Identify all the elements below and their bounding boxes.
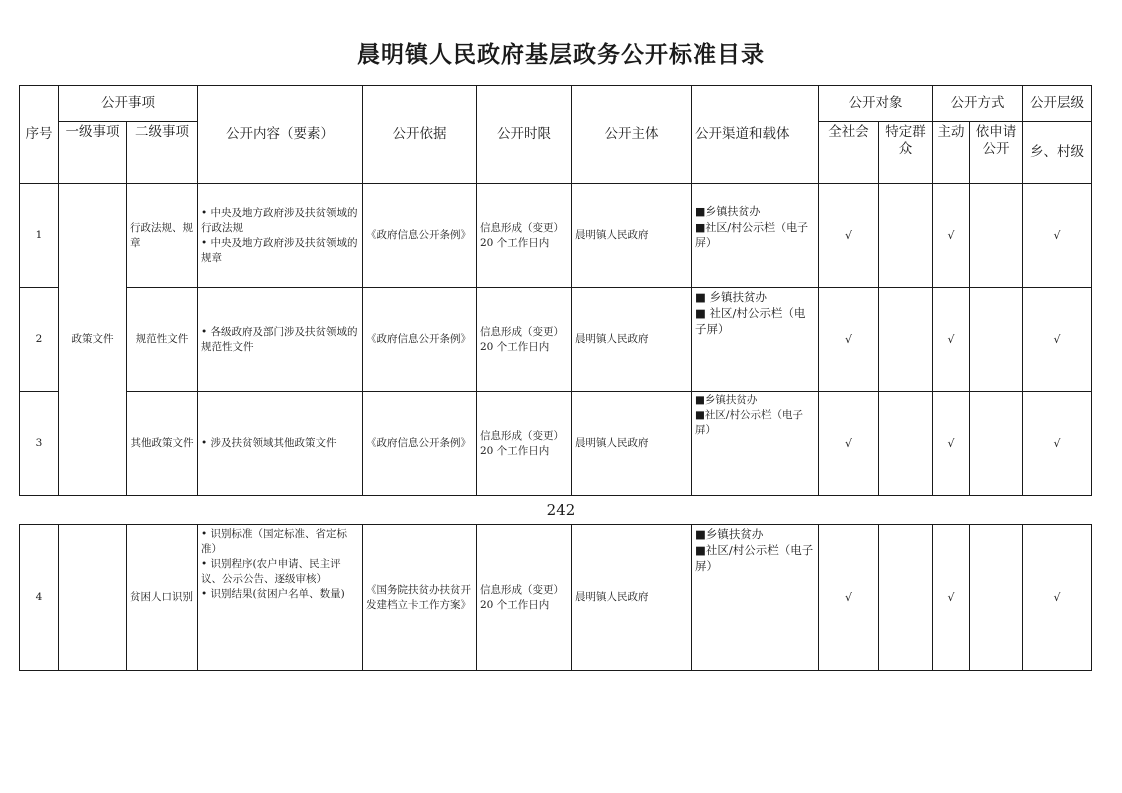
catalog-table [19,85,1092,496]
content-item: • 识别程序(农户申请、民主评议、公示公告、逐级审核） [201,558,341,585]
empty-request [970,392,1023,496]
header-level1: 一级事项 [59,122,127,184]
basis-cell: 《政府信息公开条例》 [363,288,477,392]
check-active: √ [933,392,970,496]
table-row [20,288,1092,392]
content-item: • 识别标准（国定标准、省定标准） [201,528,348,555]
check-society: √ [819,392,879,496]
check-town: √ [1023,525,1092,671]
content-cell [198,288,363,392]
table-row [20,392,1092,496]
header-seq: 序号 [20,86,59,184]
basis-cell: 《国务院扶贫办扶贫开发建档立卡工作方案》 [363,525,477,671]
check-society: √ [819,288,879,392]
subject-cell: 晨明镇人民政府 [572,288,692,392]
header-content: 公开内容（要素） [198,86,363,184]
row-seq: 1 [20,184,59,288]
channel-cell [692,288,819,392]
empty-specific [879,184,933,288]
check-society: √ [819,525,879,671]
channel-item: ■社区/村公示栏（电子屏） [695,220,809,249]
channel-item: ■ 社区/村公示栏（电子屏） [695,306,806,336]
header-request: 依申请公开 [970,122,1023,184]
basis-cell: 《政府信息公开条例》 [363,392,477,496]
level2-cell: 贫困人口识别 [127,525,198,671]
header-audience: 公开对象 [819,86,933,122]
subject-cell: 晨明镇人民政府 [572,525,692,671]
channel-item: ■ 乡镇扶贫办 [695,290,768,304]
header-level: 公开层级 [1023,86,1092,122]
channel-cell [692,392,819,496]
header-active: 主动 [933,122,970,184]
subject-cell: 晨明镇人民政府 [572,184,692,288]
channel-item: ■社区/村公示栏（电子屏） [695,543,814,573]
page-number: 242 [546,501,576,519]
row-seq: 2 [20,288,59,392]
header-society: 全社会 [819,122,879,184]
deadline-cell: 信息形成（变更） 20 个工作日内 [477,184,572,288]
row-seq: 4 [20,525,59,671]
row-seq: 3 [20,392,59,496]
check-society: √ [819,184,879,288]
level2-cell: 规范性文件 [127,288,198,392]
check-active: √ [933,525,970,671]
channel-cell [692,525,819,671]
check-active: √ [933,184,970,288]
header-basis: 公开依据 [363,86,477,184]
level1-cell [59,525,127,671]
check-active: √ [933,288,970,392]
channel-item: ■乡镇扶贫办 [695,205,761,218]
deadline-cell: 信息形成（变更） 20 个工作日内 [477,525,572,671]
header-level2: 二级事项 [127,122,198,184]
header-method: 公开方式 [933,86,1023,122]
check-town: √ [1023,392,1092,496]
empty-request [970,288,1023,392]
channel-cell [692,184,819,288]
deadline-cell: 信息形成（变更） 20 个工作日内 [477,288,572,392]
content-item: • 中央及地方政府涉及扶贫领域的行政法规 [201,206,358,234]
subject-cell: 晨明镇人民政府 [572,392,692,496]
channel-item: ■乡镇扶贫办 [695,527,764,541]
channel-item: ■社区/村公示栏（电子屏） [695,409,803,436]
header-specific: 特定群众 [879,122,933,184]
empty-request [970,525,1023,671]
content-cell [198,525,363,671]
level2-cell: 其他政策文件 [127,392,198,496]
content-cell [198,392,363,496]
empty-specific [879,288,933,392]
empty-request [970,184,1023,288]
content-item: • 中央及地方政府涉及扶贫领域的规章 [201,236,358,264]
empty-specific [879,392,933,496]
check-town: √ [1023,288,1092,392]
header-deadline: 公开时限 [477,86,572,184]
header-subject: 公开主体 [572,86,692,184]
level2-cell: 行政法规、规章 [127,184,198,288]
content-item: • 各级政府及部门涉及扶贫领域的规范性文件 [201,325,358,353]
header-channel: 公开渠道和载体 [692,86,819,184]
channel-item: ■乡镇扶贫办 [695,394,758,406]
header-items: 公开事项 [59,86,198,122]
check-town: √ [1023,184,1092,288]
table-row [20,184,1092,288]
header-town: 乡、村级 [1023,122,1092,184]
content-cell [198,184,363,288]
table-row [20,525,1092,671]
catalog-table-continued [19,524,1092,671]
content-item: • 识别结果(贫困户名单、数量) [201,588,345,600]
deadline-cell: 信息形成（变更） 20 个工作日内 [477,392,572,496]
content-item: • 涉及扶贫领域其他政策文件 [201,437,337,449]
basis-cell: 《政府信息公开条例》 [363,184,477,288]
level1-cell: 政策文件 [59,184,127,496]
empty-specific [879,525,933,671]
page-title: 晨明镇人民政府基层政务公开标准目录 [357,41,765,68]
